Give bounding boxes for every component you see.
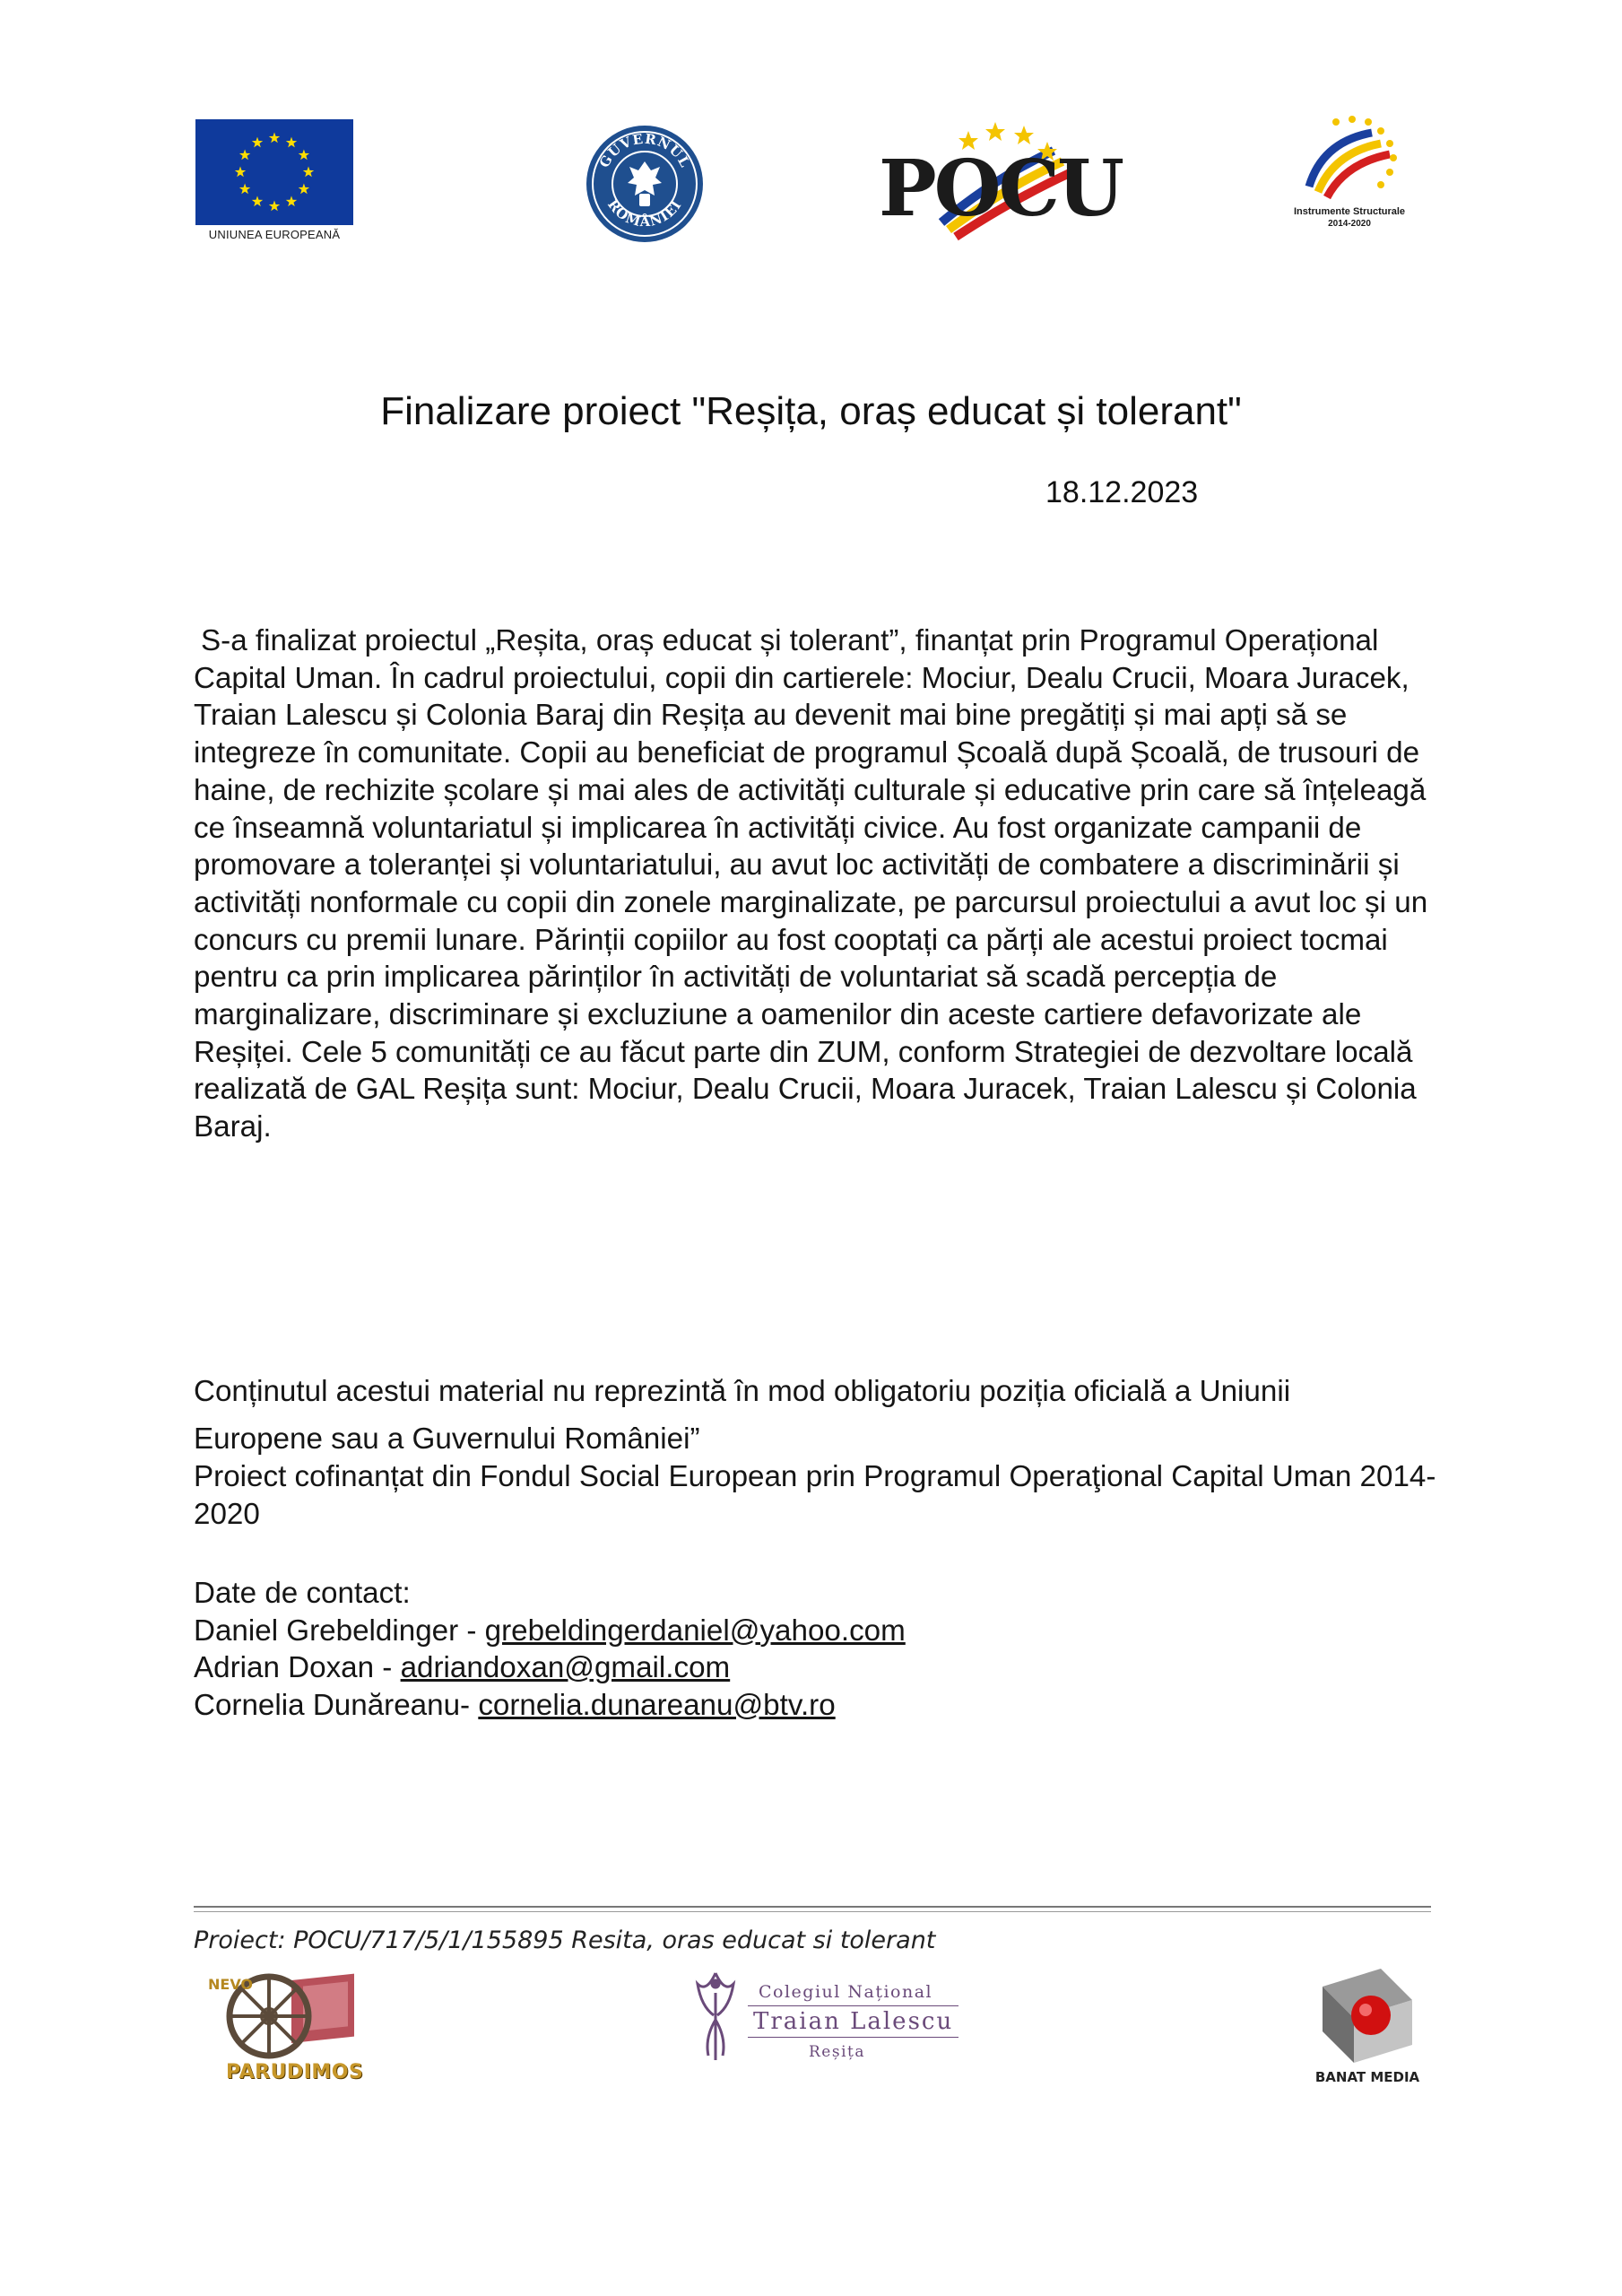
disclaimer-line-3: Proiect cofinanțat din Fondul Social European prin Programul Operaţional Capital Uman 2014-2020 [194,1460,1436,1531]
contact-name: Daniel Grebeldinger - [194,1613,485,1648]
disclaimer [194,1362,1442,1534]
contact-heading: Date de contact: [194,1577,411,1610]
phoenix-icon [698,1973,733,2060]
contact-name: Adrian Doxan - [194,1651,401,1684]
colegiu-line-1: Colegiul Național [759,1982,933,2002]
colegiu-line-2: Traian Lalescu [748,2005,958,2038]
disclaimer-line-2: Europene sau a Guvernului României” [194,1422,700,1456]
contact-email-link[interactable]: cornelia.dunareanu@btv.ro [478,1688,836,1722]
contact-row [194,1687,1442,1725]
contact-email-link[interactable]: adriandoxan@gmail.com [400,1651,731,1684]
banat-media-label: BANAT MEDIA [1314,2069,1420,2085]
contact-name: Cornelia Dunăreanu- [194,1688,479,1722]
eu-star-icon [239,184,250,195]
disclaimer-line-1: Conținutul acestui material nu reprezintă în mod obligatoriu poziția oficială a Uniunii [194,1375,1291,1408]
eu-logo [195,119,353,241]
colegiul-traian-lalescu-logo [689,1966,954,2069]
eu-star-icon [235,167,246,178]
eu-star-icon [303,167,314,178]
body-paragraph: S-a finalizat proiectul „Reșita, oraș educat și tolerant”, finanțat prin Programul Operațional Capital Uman. În cadrul proiectului, copii din cartierele: Mociur, Dealu Crucii, Moara Juracek, Traian Lalescu și Colonia Baraj din Reșița au devenit mai bine pregătiți și mai apți să se integreze în comunitate. Copii au beneficiat de programul Școală după Școală, de trusouri de haine, de rechizite școlare și mai ales de activități culturale și educative prin care să înțeleagă ce înseamnă voluntariatul și implicarea în activități civice. Au fost organizate campanii de promovare a toleranței și voluntariatului, au avut loc activități de combatere a discriminării și activități nonformale cu copii din zonele marginalizate, pe parcursul proiectului a avut loc și un concurs cu premii lunare. Părinții copiilor au fost cooptați ca părți ale acestui proiect tocmai pentru ca prin implicarea părinților în activități de voluntariat să scadă percepția de marginalizare, discriminare și excluziune a oamenilor din aceste cartiere defavorizate ale Reșiței. Cele 5 comunități ce au făcut parte din ZUM, conform Strategiei de dezvoltare locală realizată de GAL Reșița sunt: Mociur, Dealu Crucii, Moara Juracek, Traian Lalescu și Colonia Baraj. [194,624,1428,1144]
eu-star-icon [299,150,309,161]
footer-divider [194,1906,1431,1912]
colegiu-line-3: Reșița [809,2043,865,2061]
instr-years: 2014-2020 [1328,219,1371,229]
eu-flag-icon [195,119,353,225]
eu-star-icon [252,137,263,148]
parudimos-label: PARUDIMOS [226,2061,364,2083]
contact-row [194,1613,1442,1650]
footer-project-code: Proiect: POCU/717/5/1/155895 Resita, oras educat si tolerant [194,1926,936,1954]
eu-caption: UNIUNEA EUROPEANĂ [208,228,341,241]
gov-text-top: GUVERNUL [595,130,694,171]
eu-star-icon [299,184,309,195]
eu-star-icon [286,137,297,148]
government-romania-logo [585,124,705,244]
document-title: Finalizare proiect "Reșița, oraș educat și tolerant" [380,389,1242,433]
contact-row [194,1649,1442,1687]
instr-caption: Instrumente Structurale [1293,206,1406,217]
eu-star-icon [252,196,263,206]
eu-star-icon [239,150,250,161]
eu-star-icon [286,196,297,206]
eu-star-icon [269,133,280,144]
nevo-label: NEVO [208,1976,254,1993]
gov-text-bottom: ROMÂNIEI [604,196,685,230]
pocu-wordmark: POCU [879,144,1123,234]
pocu-logo [879,115,1123,249]
document-date: 18.12.2023 [1045,475,1199,509]
instrumente-structurale-logo [1282,115,1417,240]
parudimos-logo [206,1970,363,2086]
eu-star-icon [269,201,280,212]
banat-media-logo [1305,1969,1430,2085]
contact-email-link[interactable]: grebeldingerdaniel@yahoo.com [484,1613,906,1648]
banat-media-mark-icon [1323,1969,1412,2063]
contact-block [194,1575,1442,1724]
